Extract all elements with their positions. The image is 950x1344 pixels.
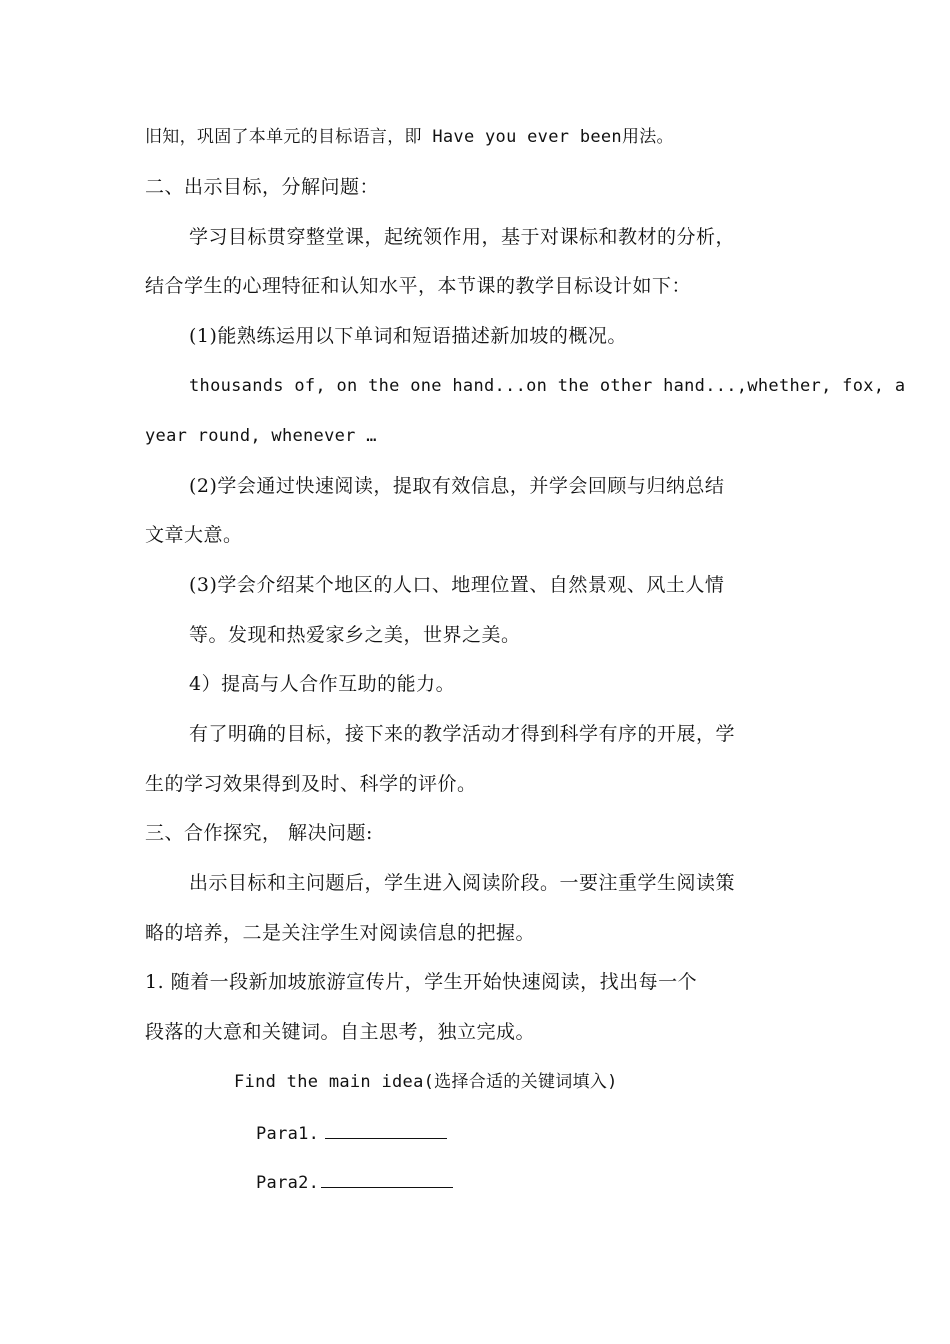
para2-label: Para2. <box>256 1173 320 1193</box>
step-1-cont: 段落的大意和关键词。自主思考，独立完成。 <box>145 1021 536 1043</box>
objective-2-cont: 文章大意。 <box>145 524 243 546</box>
section-heading-3: 三、合作探究， 解决问题: <box>145 822 373 844</box>
para2-row <box>256 1169 453 1196</box>
text-line-4: 结合学生的心理特征和认知水平，本节课的教学目标设计如下： <box>145 275 692 297</box>
section-heading-2: 二、出示目标，分解问题： <box>145 176 380 198</box>
para1-row <box>256 1120 447 1147</box>
objective-1: (1)能熟练运用以下单词和短语描述新加坡的概况。 <box>189 325 627 347</box>
task-heading: Find the main idea(选择合适的关键词填入) <box>234 1072 618 1092</box>
text-line-17: 略的培养，二是关注学生对阅读信息的把握。 <box>145 922 536 944</box>
objective-2: (2)学会通过快速阅读，提取有效信息，并学会回顾与归纳总结 <box>189 475 725 497</box>
objective-4: 4）提高与人合作互助的能力。 <box>189 673 456 695</box>
objective-3: (3)学会介绍某个地区的人口、地理位置、自然景观、风土人情 <box>189 574 725 596</box>
step-1: 1. 随着一段新加坡旅游宣传片，学生开始快速阅读，找出每一个 <box>145 971 698 993</box>
text-line-13: 有了明确的目标，接下来的教学活动才得到科学有序的开展，学 <box>189 723 736 745</box>
vocabulary-line-2: year round, whenever … <box>145 426 377 446</box>
vocabulary-line-1: thousands of, on the one hand...on the other hand...,whether, fox, a <box>189 376 906 396</box>
para1-label: Para1. <box>256 1124 320 1144</box>
objective-3-cont: 等。发现和热爱家乡之美，世界之美。 <box>189 624 521 646</box>
para2-blank <box>321 1169 453 1188</box>
text-line-1: 旧知，巩固了本单元的目标语言，即 Have you ever been用法。 <box>145 127 674 147</box>
text-line-3: 学习目标贯穿整堂课，起统领作用，基于对课标和教材的分析， <box>189 226 736 248</box>
text-line-14: 生的学习效果得到及时、科学的评价。 <box>145 773 477 795</box>
text-line-16: 出示目标和主问题后，学生进入阅读阶段。一要注重学生阅读策 <box>189 872 736 894</box>
para1-blank <box>325 1120 447 1139</box>
